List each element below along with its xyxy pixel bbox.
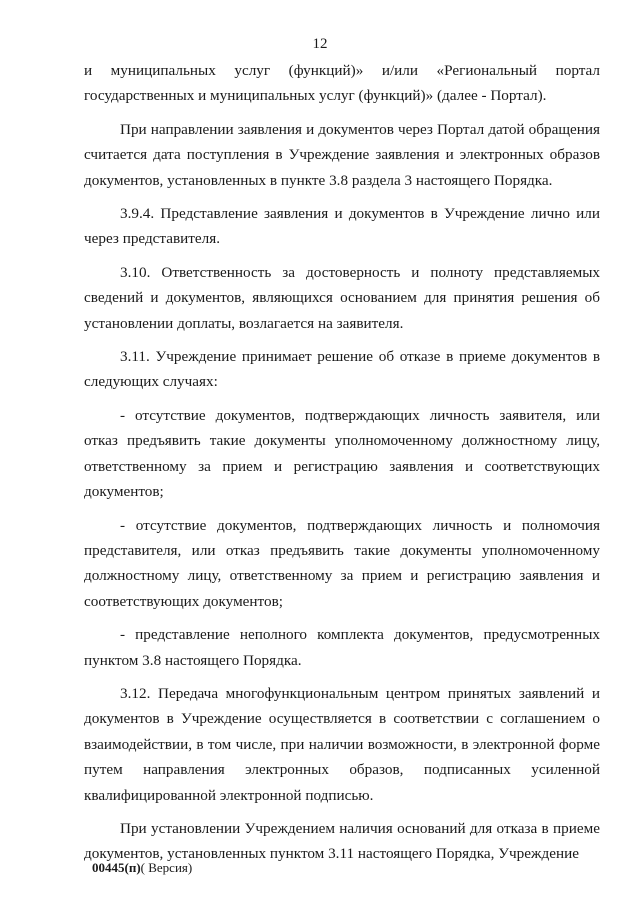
paragraph-portal-date: При направлении заявления и документов через Портал датой обращения считается дата поступления в Учреждение заявления и электронных образов документов, установленных в пункте 3.8 раздела 3 настоящего Порядка.	[84, 120, 600, 189]
paragraph-3-10: 3.10. Ответственность за достоверность и полноту представляемых сведений и документов, являющихся основанием для принятия решения об установлении доплаты, возлагается на заявителя.	[84, 263, 600, 332]
list-item-representative-authority: - отсутствие документов, подтверждающих личность и полномочия представителя, или отказ предъявить такие документы уполномоченному должностному лицу, ответственному за прием и регистрацию заявления и соответствующих документов;	[84, 516, 600, 610]
paragraph-portal-continuation: и муниципальных услуг (функций)» и/или «Региональный портал государственных и муниципальных услуг (функций)» (далее - Портал).	[84, 62, 600, 105]
list-item-applicant-identity: - отсутствие документов, подтверждающих личность заявителя, или отказ предъявить такие документы уполномоченному должностному лицу, ответственному за прием и регистрацию заявления и соответствующих документов;	[84, 406, 600, 501]
document-version: ( Версия)	[140, 860, 193, 875]
paragraph-3-11: 3.11. Учреждение принимает решение об отказе в приеме документов в следующих случаях:	[84, 348, 600, 391]
list-item-incomplete-set: - представление неполного комплекта документов, предусмотренных пунктом 3.8 настоящего Порядка.	[84, 626, 600, 669]
paragraph-refusal-grounds: При установлении Учреждением наличия оснований для отказа в приеме документов, установленных пунктом 3.11 настоящего Порядка, Учреждение	[84, 819, 600, 863]
page-number: 12	[312, 36, 328, 52]
paragraph-3-9-4: 3.9.4. Представление заявления и документов в Учреждение лично или через представителя.	[84, 205, 600, 248]
document-code: 00445(п)	[92, 860, 141, 875]
document-footer	[92, 860, 192, 876]
paragraph-3-12: 3.12. Передача многофункциональным центром принятых заявлений и документов в Учреждение осуществляется в соответствии с соглашением о взаимодействии, в том числе, при наличии возможности, в электронной форме путем направления электронных образов, подписанных усиленной квалифицированной электронной подписью.	[84, 684, 600, 804]
document-body	[84, 58, 600, 875]
